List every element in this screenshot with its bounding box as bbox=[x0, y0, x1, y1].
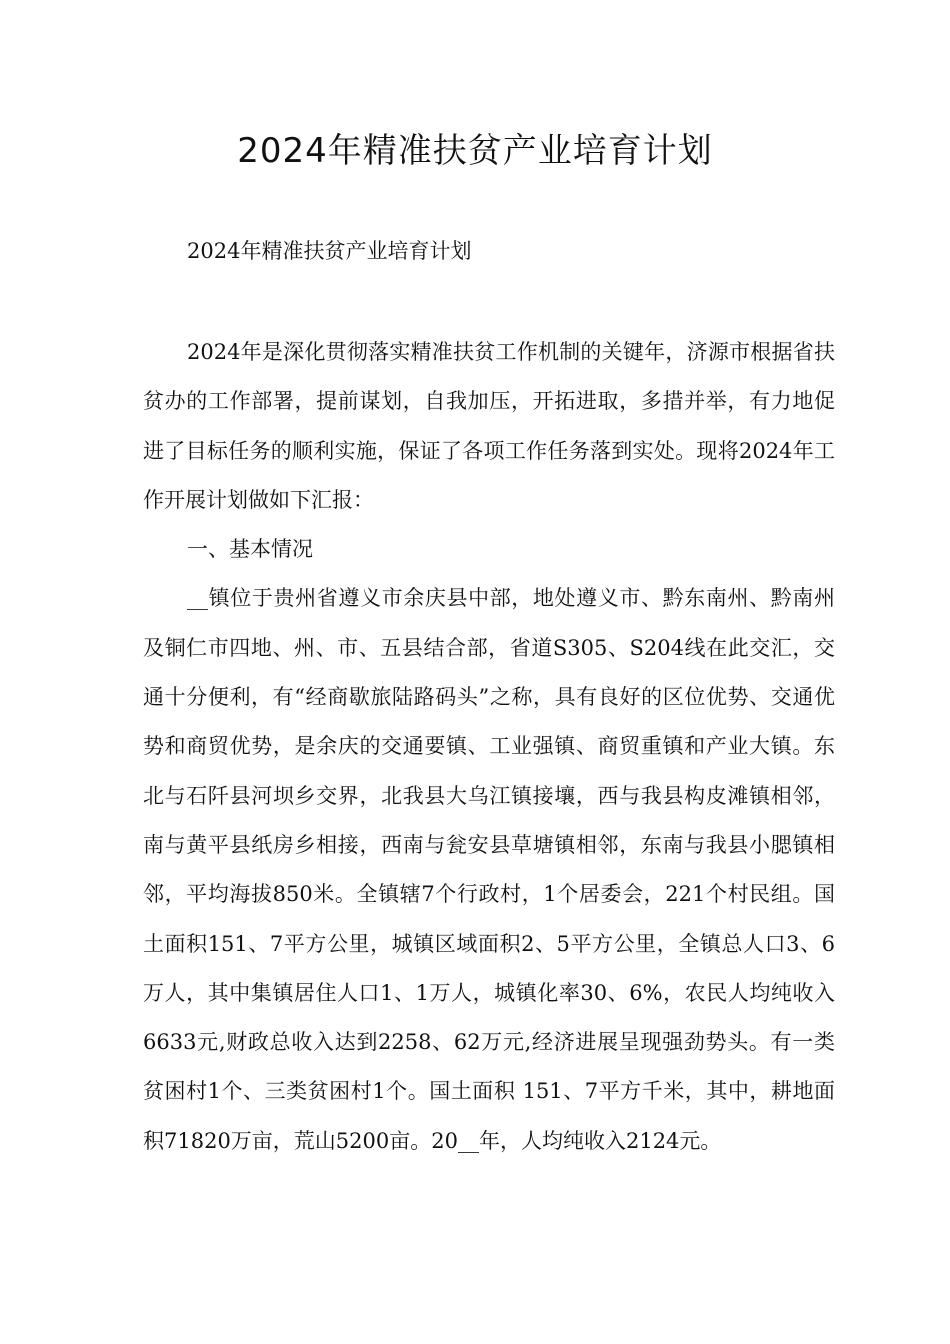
document-title: 2024年精准扶贫产业培育计划 bbox=[237, 131, 713, 171]
paragraph-basic-situation: __镇位于贵州省遵义市余庆县中部，地处遵义市、黔东南州、黔南州及铜仁市四地、州、市、五县结合部，省道S305、S204线在此交汇，交通十分便利，有“经商歇旅陆路码头”之称，具有良好的区位优势、交通优势和商贸优势，是余庆的交通要镇、工业强镇、商贸重镇和产业大镇。东北与石阡县河坝乡交界，北我县大乌江镇接壤，西与我县构皮滩镇相邻，南与黄平县纸房乡相接，西南与瓮安县草塘镇相邻，东南与我县小腮镇相邻，平均海拔850米。全镇辖7个行政村，1个居委会，221个村民组。国土面积151、7平方公里，城镇区域面积2、5平方公里，全镇总人口3、6万人，其中集镇居住人口1、1万人，城镇化率30、6%，农民人均纯收入6633元,财政总收入达到2258、62万元,经济进展呈现强劲势头。有一类贫困村1个、三类贫困村1个。国土面积 151、7平方千米，其中，耕地面积71820万亩，荒山5200亩。20__年，人均纯收入2124元。 bbox=[143, 586, 835, 1153]
document-body bbox=[143, 328, 835, 1166]
document-subtitle: 2024年精准扶贫产业培育计划 bbox=[187, 239, 472, 263]
paragraph-intro: 2024年是深化贯彻落实精准扶贫工作机制的关键年，济源市根据省扶贫办的工作部署，提前谋划，自我加压，开拓进取，多措并举，有力地促进了目标任务的顺利实施，保证了各项工作任务落到实处。现将2024年工作开展计划做如下汇报： bbox=[143, 340, 835, 512]
section-heading-basic-situation: 一、基本情况 bbox=[187, 537, 313, 562]
